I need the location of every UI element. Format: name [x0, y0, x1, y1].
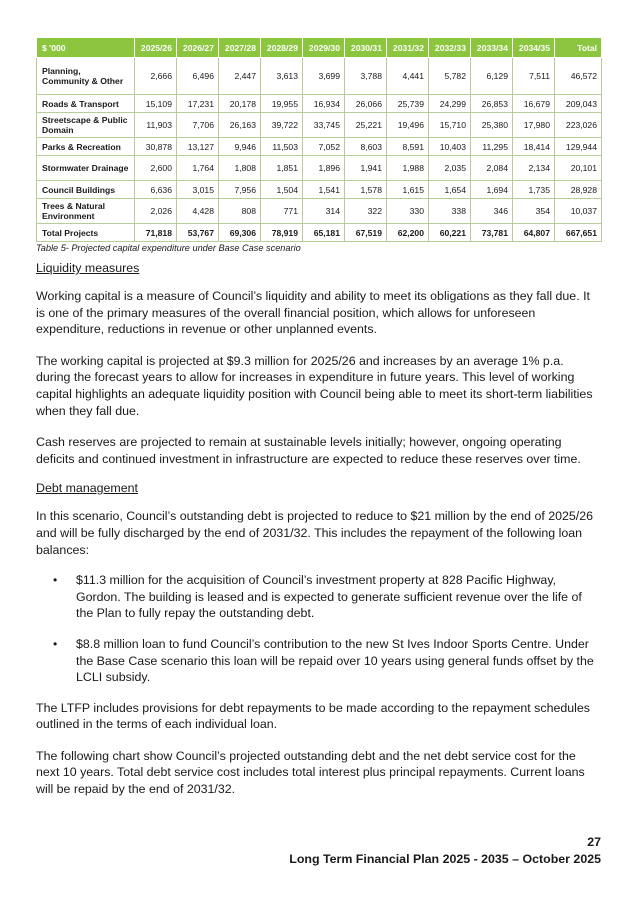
table-cell: 5,782 — [429, 58, 471, 95]
table-caption: Table 5- Projected capital expenditure under Base Case scenario — [36, 243, 301, 253]
table-cell: 6,496 — [177, 58, 219, 95]
page-content — [36, 37, 601, 798]
row-label: Planning, Community & Other — [37, 58, 135, 95]
table-cell: 1,694 — [471, 181, 513, 199]
header-cell: 2033/34 — [471, 38, 513, 58]
liquidity-heading: Liquidity measures — [36, 261, 140, 275]
table-cell: 10,037 — [555, 199, 602, 224]
table-cell: 4,441 — [387, 58, 429, 95]
table-cell: 18,414 — [513, 138, 555, 156]
row-label: Parks & Recreation — [37, 138, 135, 156]
table-cell: 7,511 — [513, 58, 555, 95]
table-cell: 16,679 — [513, 95, 555, 113]
table-row — [37, 224, 602, 242]
row-label: Trees & Natural Environment — [37, 199, 135, 224]
table-cell: 16,934 — [303, 95, 345, 113]
table-cell: 60,221 — [429, 224, 471, 242]
table-cell: 20,178 — [219, 95, 261, 113]
table-row — [37, 156, 602, 181]
header-cell: 2026/27 — [177, 38, 219, 58]
table-cell: 1,851 — [261, 156, 303, 181]
header-cell: 2028/29 — [261, 38, 303, 58]
table-cell: 10,403 — [429, 138, 471, 156]
list-item-text: $8.8 million loan to fund Council’s contribution to the new St Ives Indoor Sports Centre. Under the Base Case scenario this loan will be repaid over 10 years using general funds offset by the LCLI subsidy. — [76, 636, 594, 685]
table-cell: 338 — [429, 199, 471, 224]
header-cell: $ '000 — [37, 38, 135, 58]
table-cell: 6,129 — [471, 58, 513, 95]
liquidity-paragraph-1: Working capital is a measure of Council’s liquidity and ability to meet its obligations as they fall due. It is one of the primary measures of the overall financial position, which allows for unforeseen expenditure, reductions in revenue or other unplanned events. — [36, 289, 590, 337]
table-cell: 17,231 — [177, 95, 219, 113]
table-cell: 24,299 — [429, 95, 471, 113]
list-item — [36, 572, 601, 622]
table-cell: 28,928 — [555, 181, 602, 199]
liquidity-paragraph-3: Cash reserves are projected to remain at sustainable levels initially; however, ongoing operating deficits and continued investment in infrastructure are expected to reduce these reserves over time. — [36, 435, 581, 466]
table-cell: 1,504 — [261, 181, 303, 199]
table-cell: 25,380 — [471, 113, 513, 138]
table-cell: 62,200 — [387, 224, 429, 242]
table-cell: 1,578 — [345, 181, 387, 199]
table-cell: 808 — [219, 199, 261, 224]
table-cell: 771 — [261, 199, 303, 224]
table-cell: 19,955 — [261, 95, 303, 113]
row-label: Stormwater Drainage — [37, 156, 135, 181]
table-cell: 1,541 — [303, 181, 345, 199]
table-cell: 39,722 — [261, 113, 303, 138]
loan-list — [36, 572, 601, 686]
table-cell: 2,134 — [513, 156, 555, 181]
table-cell: 30,878 — [135, 138, 177, 156]
bullet-icon: • — [53, 636, 58, 651]
table-cell: 65,181 — [303, 224, 345, 242]
header-cell: 2027/28 — [219, 38, 261, 58]
header-cell: 2029/30 — [303, 38, 345, 58]
table-cell: 1,735 — [513, 181, 555, 199]
table-cell: 330 — [387, 199, 429, 224]
table-cell: 7,706 — [177, 113, 219, 138]
table-cell: 11,503 — [261, 138, 303, 156]
page-number: 27 — [587, 835, 601, 849]
debt-heading: Debt management — [36, 481, 138, 496]
table-cell: 129,944 — [555, 138, 602, 156]
table-cell: 26,853 — [471, 95, 513, 113]
debt-paragraph-3: The following chart show Council’s projected outstanding debt and the net debt service cost for the next 10 years. Total debt service cost includes total interest plus principal repayments. Current loans will be repaid by the end of 2031/32. — [36, 748, 585, 797]
bullet-icon: • — [53, 573, 58, 588]
table-cell: 26,066 — [345, 95, 387, 113]
table-cell: 1,896 — [303, 156, 345, 181]
row-label: Streetscape & Public Domain — [37, 113, 135, 138]
table-cell: 346 — [471, 199, 513, 224]
table-cell: 25,739 — [387, 95, 429, 113]
liquidity-paragraph-2: The working capital is projected at $9.3 million for 2025/26 and increases by an average 1% p.a. during the forecast years to allow for increases in expenditure in future years. This level of working capital highlights an adequate liquidity position with Council being able to meet its short-term liabilities when they fall due. — [36, 353, 593, 418]
table-cell: 26,163 — [219, 113, 261, 138]
table-cell: 69,306 — [219, 224, 261, 242]
table-cell: 73,781 — [471, 224, 513, 242]
table-cell: 11,903 — [135, 113, 177, 138]
document-title-footer: Long Term Financial Plan 2025 - 2035 – October 2025 — [289, 852, 601, 866]
table-cell: 354 — [513, 199, 555, 224]
table-cell: 3,613 — [261, 58, 303, 95]
row-label: Roads & Transport — [37, 95, 135, 113]
table-cell: 15,109 — [135, 95, 177, 113]
table-cell: 7,956 — [219, 181, 261, 199]
header-cell: 2032/33 — [429, 38, 471, 58]
header-cell: 2034/35 — [513, 38, 555, 58]
table-cell: 13,127 — [177, 138, 219, 156]
table-cell: 25,221 — [345, 113, 387, 138]
table-cell: 667,651 — [555, 224, 602, 242]
header-cell: 2030/31 — [345, 38, 387, 58]
table-cell: 314 — [303, 199, 345, 224]
table-cell: 1,808 — [219, 156, 261, 181]
table-cell: 209,043 — [555, 95, 602, 113]
table-cell: 67,519 — [345, 224, 387, 242]
table-cell: 6,636 — [135, 181, 177, 199]
table-cell: 3,788 — [345, 58, 387, 95]
table-cell: 9,946 — [219, 138, 261, 156]
table-cell: 15,710 — [429, 113, 471, 138]
list-item-text: $11.3 million for the acquisition of Council’s investment property at 828 Pacific Highway, Gordon. The building is leased and is expected to generate sufficient revenue over the life of the Plan to fully repay the outstanding debt. — [76, 573, 582, 621]
table-cell: 3,015 — [177, 181, 219, 199]
table-cell: 2,035 — [429, 156, 471, 181]
table-cell: 2,666 — [135, 58, 177, 95]
table-cell: 17,980 — [513, 113, 555, 138]
table-cell: 223,026 — [555, 113, 602, 138]
debt-paragraph-2: The LTFP includes provisions for debt repayments to be made according to the repayment schedules outlined in the terms of each individual loan. — [36, 700, 590, 732]
table-cell: 1,764 — [177, 156, 219, 181]
capital-expenditure-table — [36, 37, 602, 242]
table-cell: 1,654 — [429, 181, 471, 199]
table-cell: 1,941 — [345, 156, 387, 181]
table-row — [37, 113, 602, 138]
list-item — [36, 636, 601, 686]
table-cell: 33,745 — [303, 113, 345, 138]
table-cell: 20,101 — [555, 156, 602, 181]
table-row — [37, 58, 602, 95]
table-cell: 2,026 — [135, 199, 177, 224]
table-cell: 8,591 — [387, 138, 429, 156]
table-row — [37, 199, 602, 224]
table-row — [37, 95, 602, 113]
table-row — [37, 138, 602, 156]
row-label: Total Projects — [37, 224, 135, 242]
table-cell: 7,052 — [303, 138, 345, 156]
table-cell: 46,572 — [555, 58, 602, 95]
table-cell: 8,603 — [345, 138, 387, 156]
table-cell: 4,428 — [177, 199, 219, 224]
table-cell: 2,084 — [471, 156, 513, 181]
table-cell: 78,919 — [261, 224, 303, 242]
table-cell: 64,807 — [513, 224, 555, 242]
table-header-row — [37, 38, 602, 58]
header-cell: Total — [555, 38, 602, 58]
table-cell: 11,295 — [471, 138, 513, 156]
table-cell: 1,615 — [387, 181, 429, 199]
table-row — [37, 181, 602, 199]
header-cell: 2031/32 — [387, 38, 429, 58]
table-cell: 19,496 — [387, 113, 429, 138]
table-cell: 53,767 — [177, 224, 219, 242]
table-cell: 1,988 — [387, 156, 429, 181]
table-cell: 322 — [345, 199, 387, 224]
debt-paragraph-1: In this scenario, Council’s outstanding debt is projected to reduce to $21 million by the end of 2025/26 and will be fully discharged by the end of 2031/32. This includes the repayment of the following loan balances: — [36, 509, 594, 557]
table-cell: 2,600 — [135, 156, 177, 181]
table-cell: 2,447 — [219, 58, 261, 95]
table-cell: 3,699 — [303, 58, 345, 95]
header-cell: 2025/26 — [135, 38, 177, 58]
row-label: Council Buildings — [37, 181, 135, 199]
table-cell: 71,818 — [135, 224, 177, 242]
